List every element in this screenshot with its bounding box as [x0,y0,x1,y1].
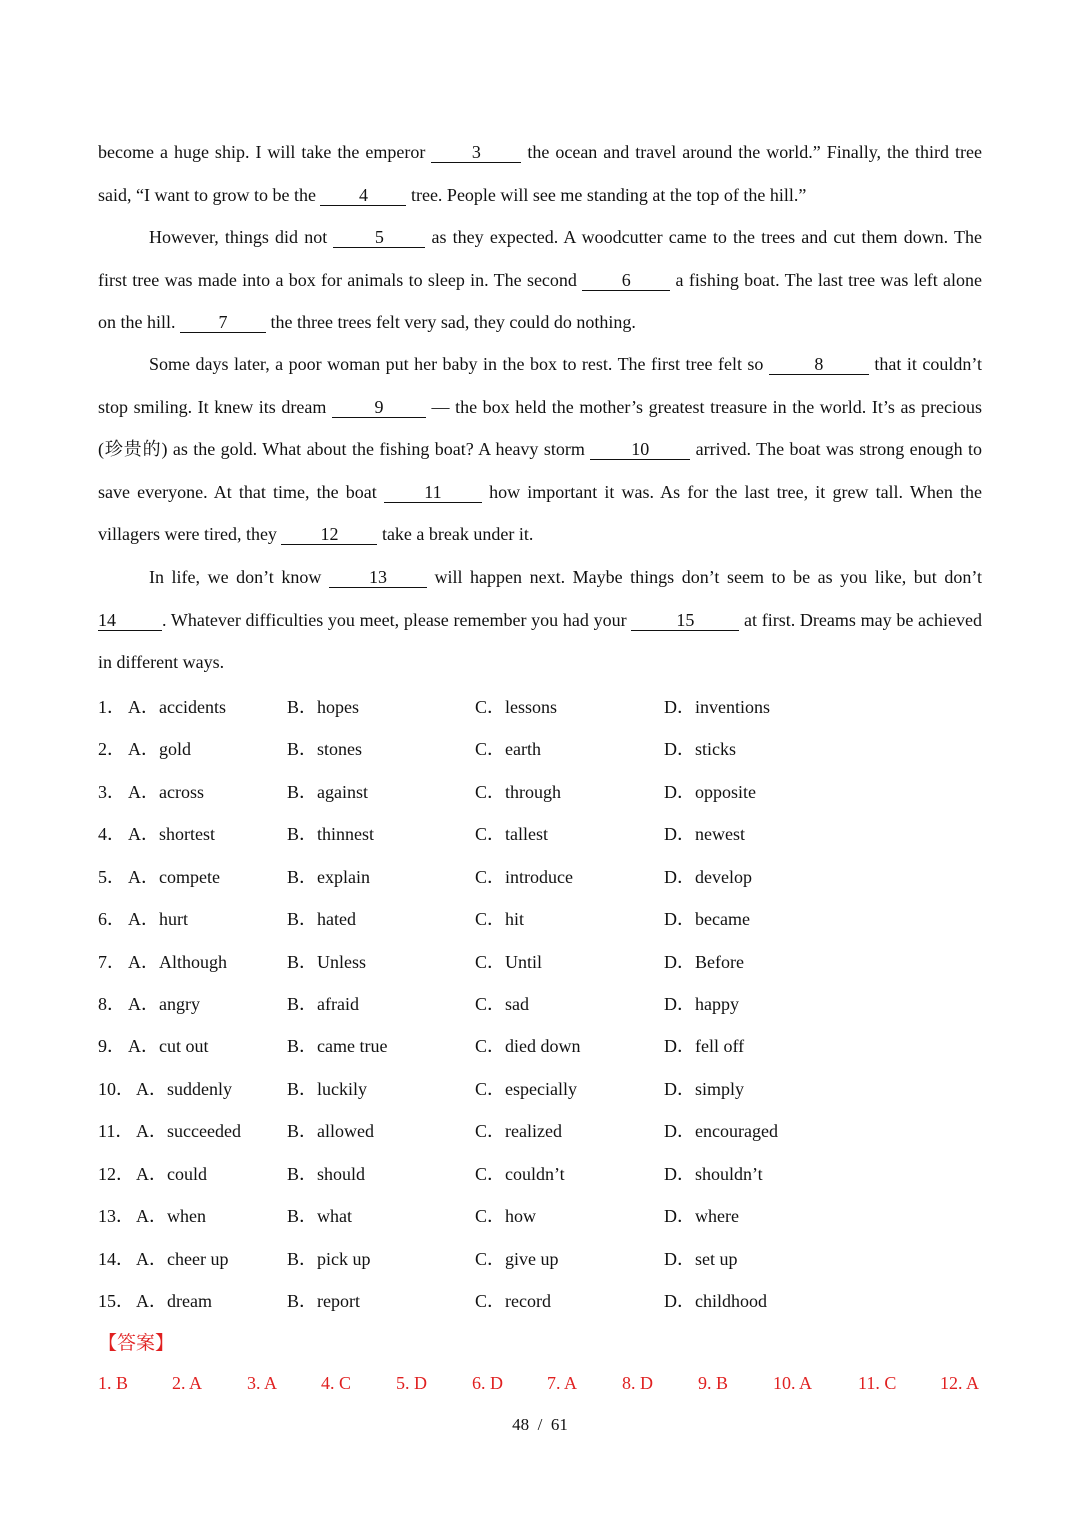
page-separator: / [537,1415,543,1434]
option-a: A．angry [128,994,200,1014]
option-b: B．should [287,1164,366,1184]
option-a: A．Although [128,952,227,972]
question-row [98,948,982,978]
page-current: 48 [512,1415,530,1434]
question-number: 13． [98,1206,134,1226]
option-d: D．childhood [664,1291,767,1311]
option-a: A．succeeded [136,1121,241,1141]
option-d: D．set up [664,1249,738,1269]
option-c: C．couldn’t [475,1164,565,1184]
question-row [98,778,982,808]
question-number: 5． [98,867,125,887]
option-c: C．especially [475,1079,577,1099]
option-b: B．explain [287,867,370,887]
option-a: A．suddenly [136,1079,232,1099]
option-b: B．hopes [287,697,359,717]
option-b: B．report [287,1291,360,1311]
answer-item: 12. A [940,1373,980,1393]
blank-4: 4 [320,185,406,206]
option-d: D．newest [664,824,745,844]
option-d: D．simply [664,1079,745,1099]
option-d: D．inventions [664,697,770,717]
option-d: D．where [664,1206,739,1226]
answer-item: 10. A [773,1373,813,1393]
question-row [98,1202,982,1232]
option-b: B．against [287,782,368,802]
option-a: A．when [136,1206,206,1226]
option-b: B．Unless [287,952,367,972]
option-c: C．Until [475,952,543,972]
option-d: D．happy [664,994,739,1014]
option-c: C．died down [475,1036,581,1056]
question-number: 7． [98,952,125,972]
question-number: 8． [98,994,125,1014]
question-row [98,863,982,893]
passage-paragraph-4: In life, we don’t know 13 will happen next. Maybe things don’t seem to be as you like, but don’t 14 . Whatever difficulties you meet, please remember you had your 15 at first. Dreams may be achieved in different ways. [98,567,983,672]
option-b: B．stones [287,739,363,759]
option-a: A．hurt [128,909,188,929]
blank-6: 6 [582,270,670,291]
question-number: 11． [98,1121,134,1141]
option-c: C．realized [475,1121,562,1141]
question-number: 12． [98,1164,134,1184]
blank-7: 7 [180,312,266,333]
option-a: A．gold [128,739,191,759]
option-c: C．give up [475,1249,559,1269]
question-number: 2． [98,739,125,759]
question-row [98,905,982,935]
option-a: A．dream [136,1291,212,1311]
option-c: C．sad [475,994,529,1014]
option-c: C．how [475,1206,537,1226]
answer-item: 6. D [472,1373,503,1393]
option-d: D．Before [664,952,744,972]
option-a: A．could [136,1164,207,1184]
option-c: C．lessons [475,697,558,717]
option-b: B．what [287,1206,352,1226]
option-c: C．hit [475,909,525,929]
question-row [98,990,982,1020]
question-number: 15． [98,1291,134,1311]
question-row [98,1075,982,1105]
question-row [98,1245,982,1275]
passage-paragraph-1: become a huge ship. I will take the emperor 3 the ocean and travel around the world.” Finally, the third tree said, “I want to grow to be the 4 tree. People will see me standing at the top of the hill.” [98,142,982,205]
option-d: D．fell off [664,1036,745,1056]
question-number: 4． [98,824,125,844]
question-row [98,735,982,765]
answer-item: 2. A [172,1373,203,1393]
blank-8: 8 [769,354,869,375]
option-a: A．cut out [128,1036,209,1056]
option-b: B．pick up [287,1249,371,1269]
blank-3: 3 [431,142,521,163]
passage-paragraph-3: Some days later, a poor woman put her baby in the box to rest. The first tree felt so 8 that it couldn’t stop smiling. It knew its dream 9 — the box held the mother’s greatest treasure in the world. It’s as precious (珍贵的) as the gold. What about the fishing boat? A heavy storm 10 arrived. The boat was strong enough to save everyone. At that time, the boat 11 how important it was. As for the last tree, it grew tall. When the villagers were tired, they 12 take a break under it. [98,354,982,544]
blank-5: 5 [333,227,425,248]
blank-12: 12 [281,524,377,545]
option-a: A．cheer up [136,1249,229,1269]
option-d: D．opposite [664,782,756,802]
question-row [98,1032,982,1062]
question-number: 1． [98,697,125,717]
question-number: 10． [98,1079,134,1099]
answer-item: 9. B [698,1373,729,1393]
option-d: D．develop [664,867,752,887]
blank-15: 15 [631,610,739,631]
question-row [98,820,982,850]
answer-heading: 【答案】 [98,1333,175,1354]
option-d: D．shouldn’t [664,1164,763,1184]
answer-item: 1. B [98,1373,129,1393]
page-indicator [0,1415,1080,1435]
option-b: B．came true [287,1036,388,1056]
option-a: A．across [128,782,204,802]
answer-item: 8. D [622,1373,653,1393]
question-row [98,1117,982,1147]
question-number: 6． [98,909,125,929]
answer-item: 5. D [396,1373,427,1393]
question-row [98,1287,982,1317]
option-a: A．compete [128,867,220,887]
option-b: B．allowed [287,1121,374,1141]
question-row [98,693,982,723]
option-b: B．thinnest [287,824,375,844]
passage-paragraph-2: However, things did not 5 as they expected. A woodcutter came to the trees and cut them down. The first tree was made into a box for animals to sleep in. The second 6 a fishing boat. The last tree was left alone on the hill. 7 the three trees felt very sad, they could do nothing. [98,227,982,332]
blank-10: 10 [590,439,690,460]
blank-11: 11 [384,482,482,503]
option-a: A．shortest [128,824,215,844]
answer-item: 3. A [247,1373,278,1393]
answer-item: 7. A [547,1373,578,1393]
option-c: C．earth [475,739,541,759]
option-b: B．afraid [287,994,359,1014]
blank-9: 9 [332,397,426,418]
question-row [98,1160,982,1190]
answer-item: 11. C [858,1373,897,1393]
question-number: 3． [98,782,125,802]
blank-13: 13 [329,567,427,588]
option-c: C．tallest [475,824,548,844]
option-d: D．became [664,909,750,929]
blank-14: 14 [98,610,162,631]
question-number: 9． [98,1036,125,1056]
option-a: A．accidents [128,697,226,717]
option-d: D．encouraged [664,1121,778,1141]
option-c: C．record [475,1291,551,1311]
option-c: C．introduce [475,867,573,887]
option-d: D．sticks [664,739,736,759]
question-number: 14． [98,1249,134,1269]
page-total: 61 [550,1415,568,1434]
option-c: C．through [475,782,562,802]
answer-item: 4. C [321,1373,352,1393]
option-b: B．luckily [287,1079,367,1099]
option-b: B．hated [287,909,356,929]
